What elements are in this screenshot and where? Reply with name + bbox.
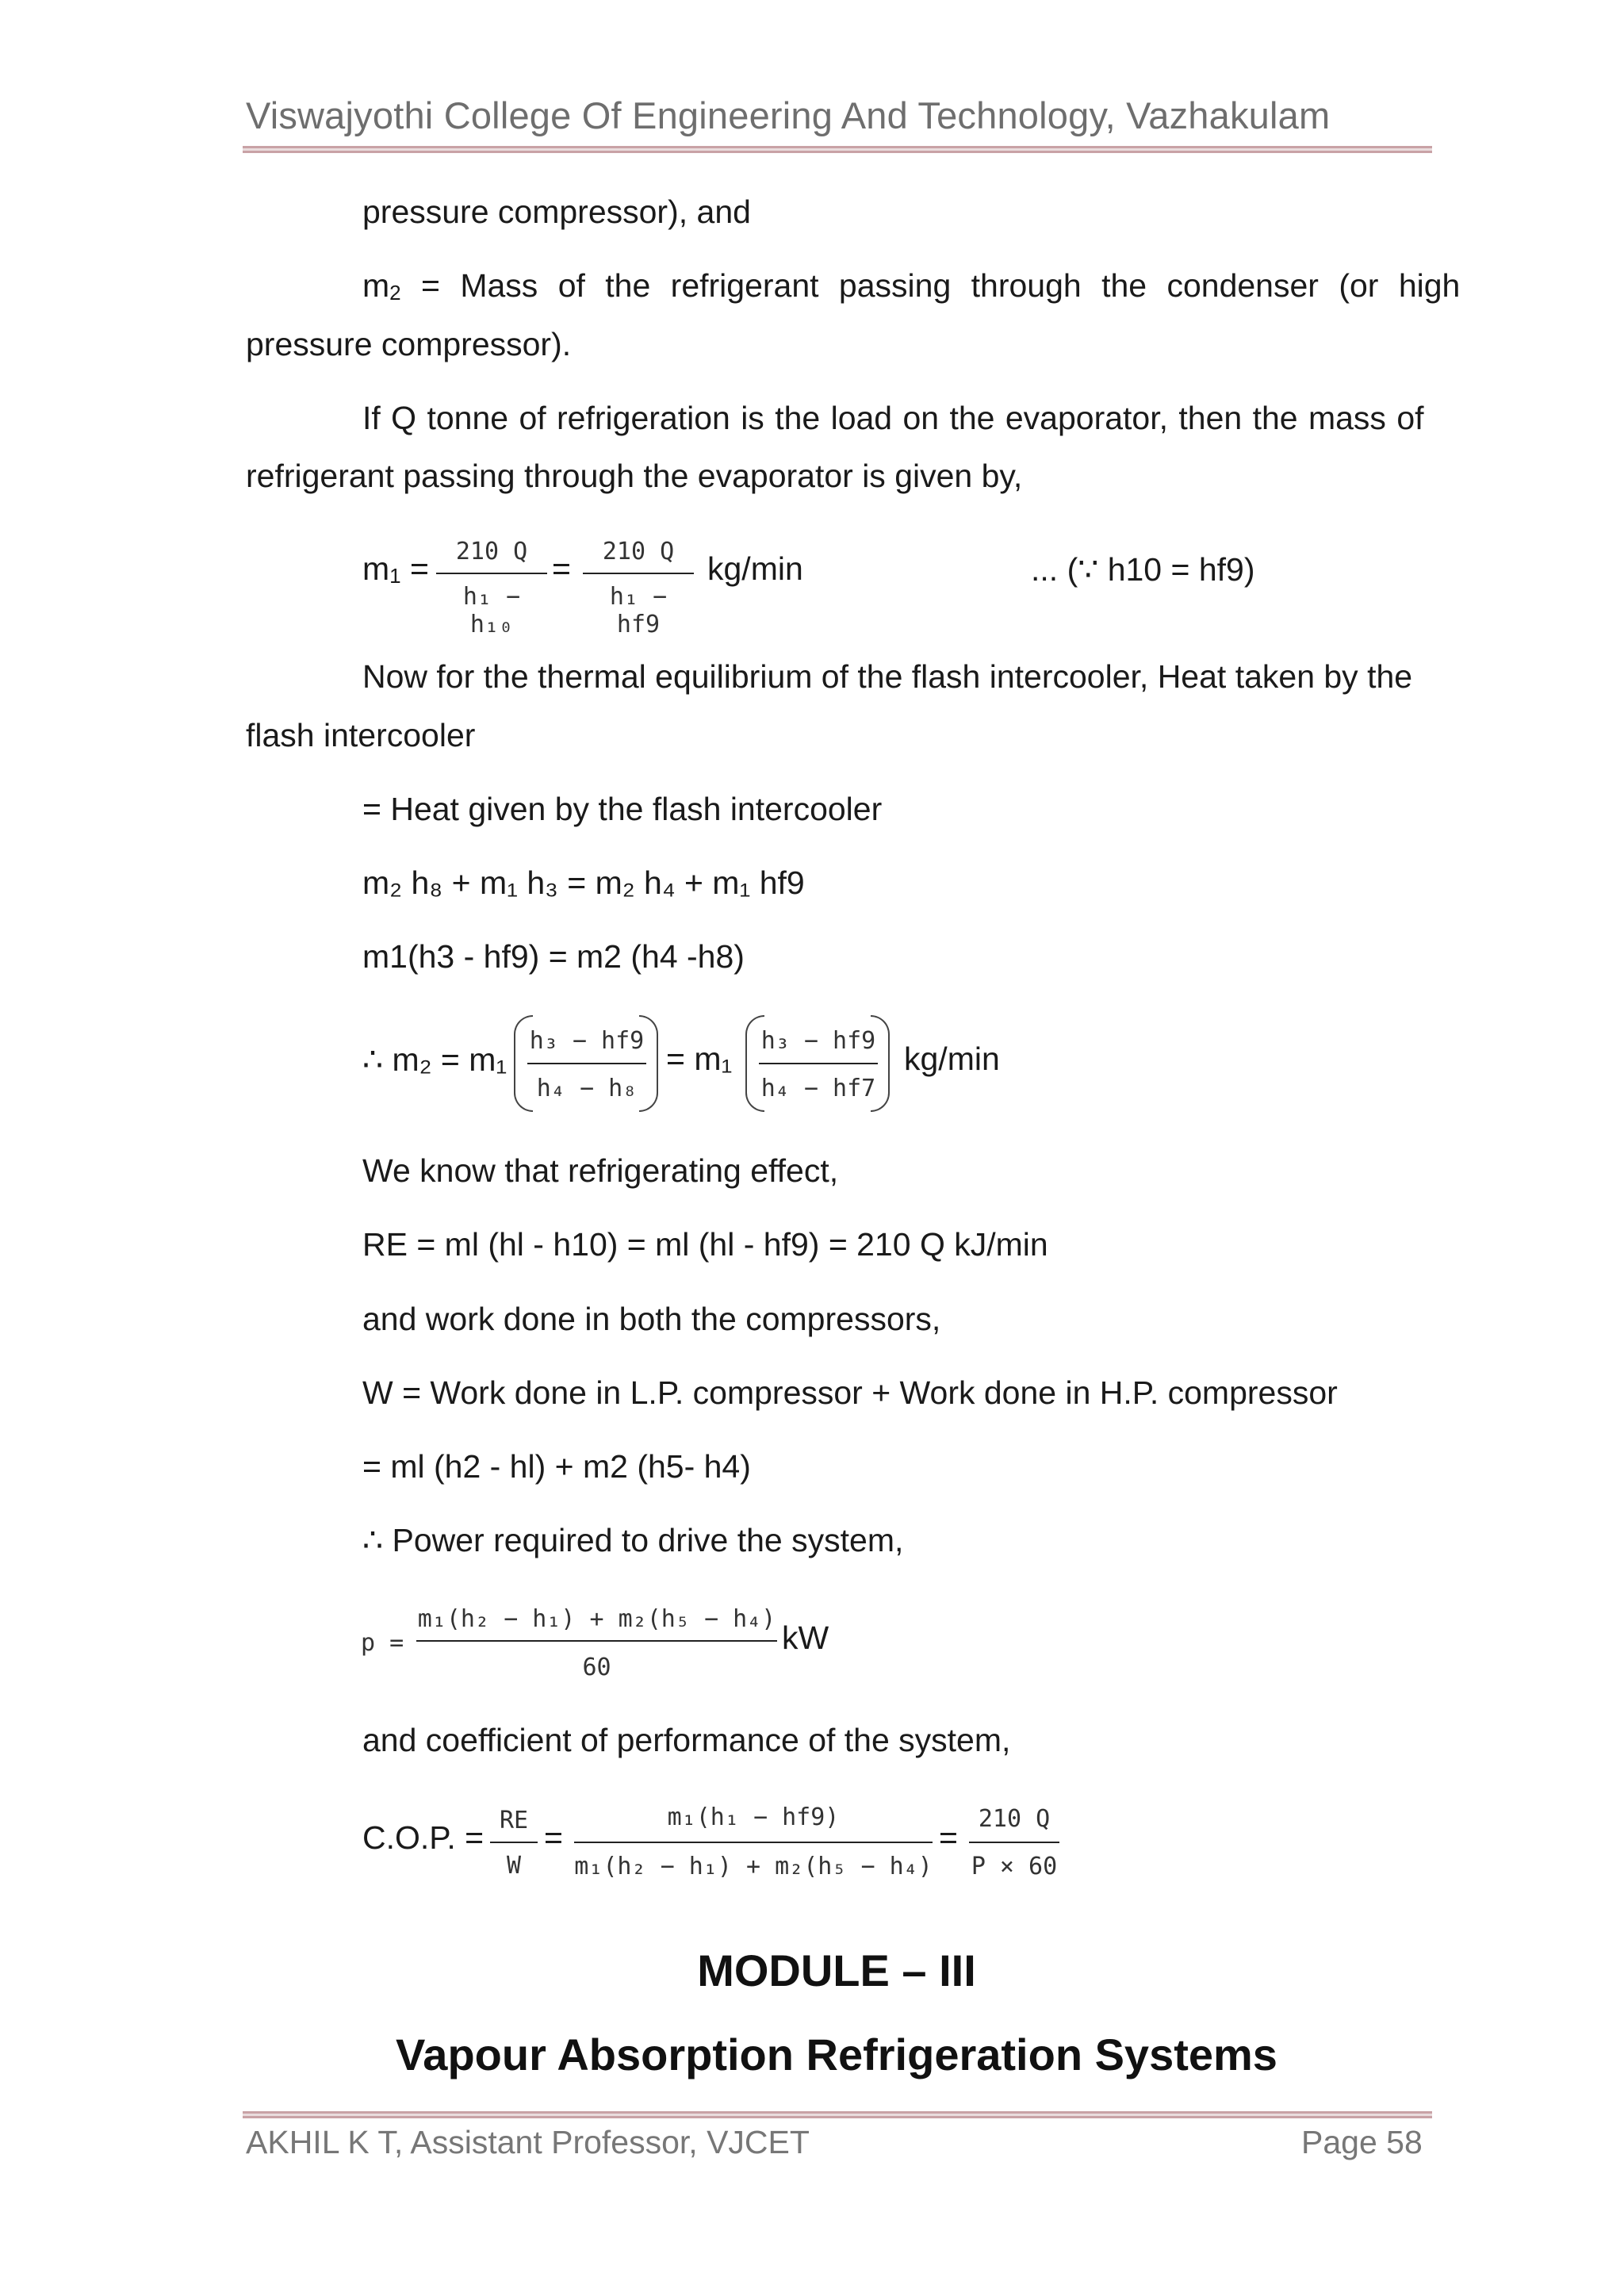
text-line: $m_2$ = Mass of the refrigerant passing through the condenser (or high [362,267,1461,305]
text-line: RE = ml (hl - h10) = ml (hl - hf9) = 210 Q kJ/min [362,1226,1048,1263]
fraction-bar [490,1842,538,1843]
equation-4-lhs: C.O.P. = [362,1819,485,1856]
equation-3-numerator: m₁(h₂ − h₁) + m₂(h₅ − h₄) [417,1605,776,1633]
equation-1-denominator-1: h₁ − h₁₀ [462,583,521,638]
text-line: pressure compressor). [246,326,572,362]
equation-2-middle: = m₁ [666,1041,733,1077]
text-line: Now for the thermal equilibrium of the flash intercooler, Heat taken by the [362,658,1413,695]
module-heading: MODULE – III [697,1945,976,1995]
fraction-bar [436,573,547,574]
text-line: and work done in both the compressors, [362,1301,941,1337]
text-line: pressure compressor), and [362,194,751,230]
text-line: ∴ Power required to drive the system, [362,1522,904,1558]
equation-2-lhs: ∴ m₂ = m₁ [362,1041,508,1078]
fraction-bar [583,573,694,574]
equation-2-numerator-1: h₃ − hf9 [529,1027,645,1055]
equals-sign: = [939,1819,958,1856]
footer-rule [243,2111,1432,2118]
equation-4-numerator-2: m₁(h₁ − hf9) [667,1803,840,1831]
right-paren [871,1015,890,1112]
text-line: = Heat given by the flash intercooler [362,791,883,827]
text-fragment: = Mass of the refrigerant passing through the condenser (or high [400,267,1461,304]
equals-sign: = [552,550,571,587]
text-line: m1(h3 - hf9) = m2 (h4 -h8) [362,938,745,975]
page-header: Viswajyothi College Of Engineering And Technology, Vazhakulam [246,94,1331,136]
equation-1-lhs: $m_1$ = [362,550,429,588]
right-paren [639,1015,658,1112]
header-rule [243,146,1432,153]
equation-3-lhs: p = [361,1629,404,1657]
text-line: = ml (h2 - hl) + m2 (h5- h4) [362,1448,751,1485]
equation-4-denominator-3: P × 60 [971,1853,1058,1880]
footer-page-number: Page 58 [1301,2124,1423,2160]
text-line: m₂ h₈ + m₁ h₃ = m₂ h₄ + m₁ hf9 [362,864,805,901]
text-line: W = Work done in L.P. compressor + Work done in H.P. compressor [362,1374,1338,1411]
footer-author: AKHIL K T, Assistant Professor, VJCET [246,2124,810,2160]
text-line: and coefficient of performance of the system, [362,1722,1011,1758]
equation-1-numerator-1: 210 Q [455,538,528,565]
text-line: We know that refrigerating effect, [362,1152,839,1189]
equation-4-denominator-2: m₁(h₂ − h₁) + m₂(h₅ − h₄) [574,1853,933,1880]
fraction-bar [574,1842,933,1843]
equation-3-denominator: 60 [582,1654,611,1681]
text-line: If Q tonne of refrigeration is the load on the evaporator, then the mass of [362,400,1424,436]
equation-2-denominator-2: h₄ − hf7 [760,1075,876,1102]
equation-4-denominator-1: W [506,1852,522,1880]
equation-4-numerator-3: 210 Q [978,1805,1051,1833]
fraction-bar [759,1063,878,1064]
equation-1-note: ... (∵ h10 = hf9) [1031,551,1255,588]
text-line: flash intercooler [246,717,476,753]
equation-3-unit: kW [782,1619,829,1656]
module-subheading: Vapour Absorption Refrigeration Systems [396,2030,1277,2079]
fraction-bar [969,1842,1059,1843]
equation-2-unit: kg/min [904,1041,1000,1077]
fraction-bar [527,1063,646,1064]
equation-4-numerator-1: RE [499,1807,529,1834]
equation-1-denominator-2: h₁ − hf9 [609,583,668,638]
text-line: refrigerant passing through the evaporator is given by, [246,458,1023,494]
fraction-bar [416,1640,777,1642]
equation-2-numerator-2: h₃ − hf9 [760,1027,876,1055]
equation-1-numerator-2: 210 Q [602,538,675,565]
equation-1-unit: kg/min [707,550,803,587]
equals-sign: = [544,1819,563,1856]
equation-2-denominator-1: h₄ − h₈ [536,1075,638,1102]
